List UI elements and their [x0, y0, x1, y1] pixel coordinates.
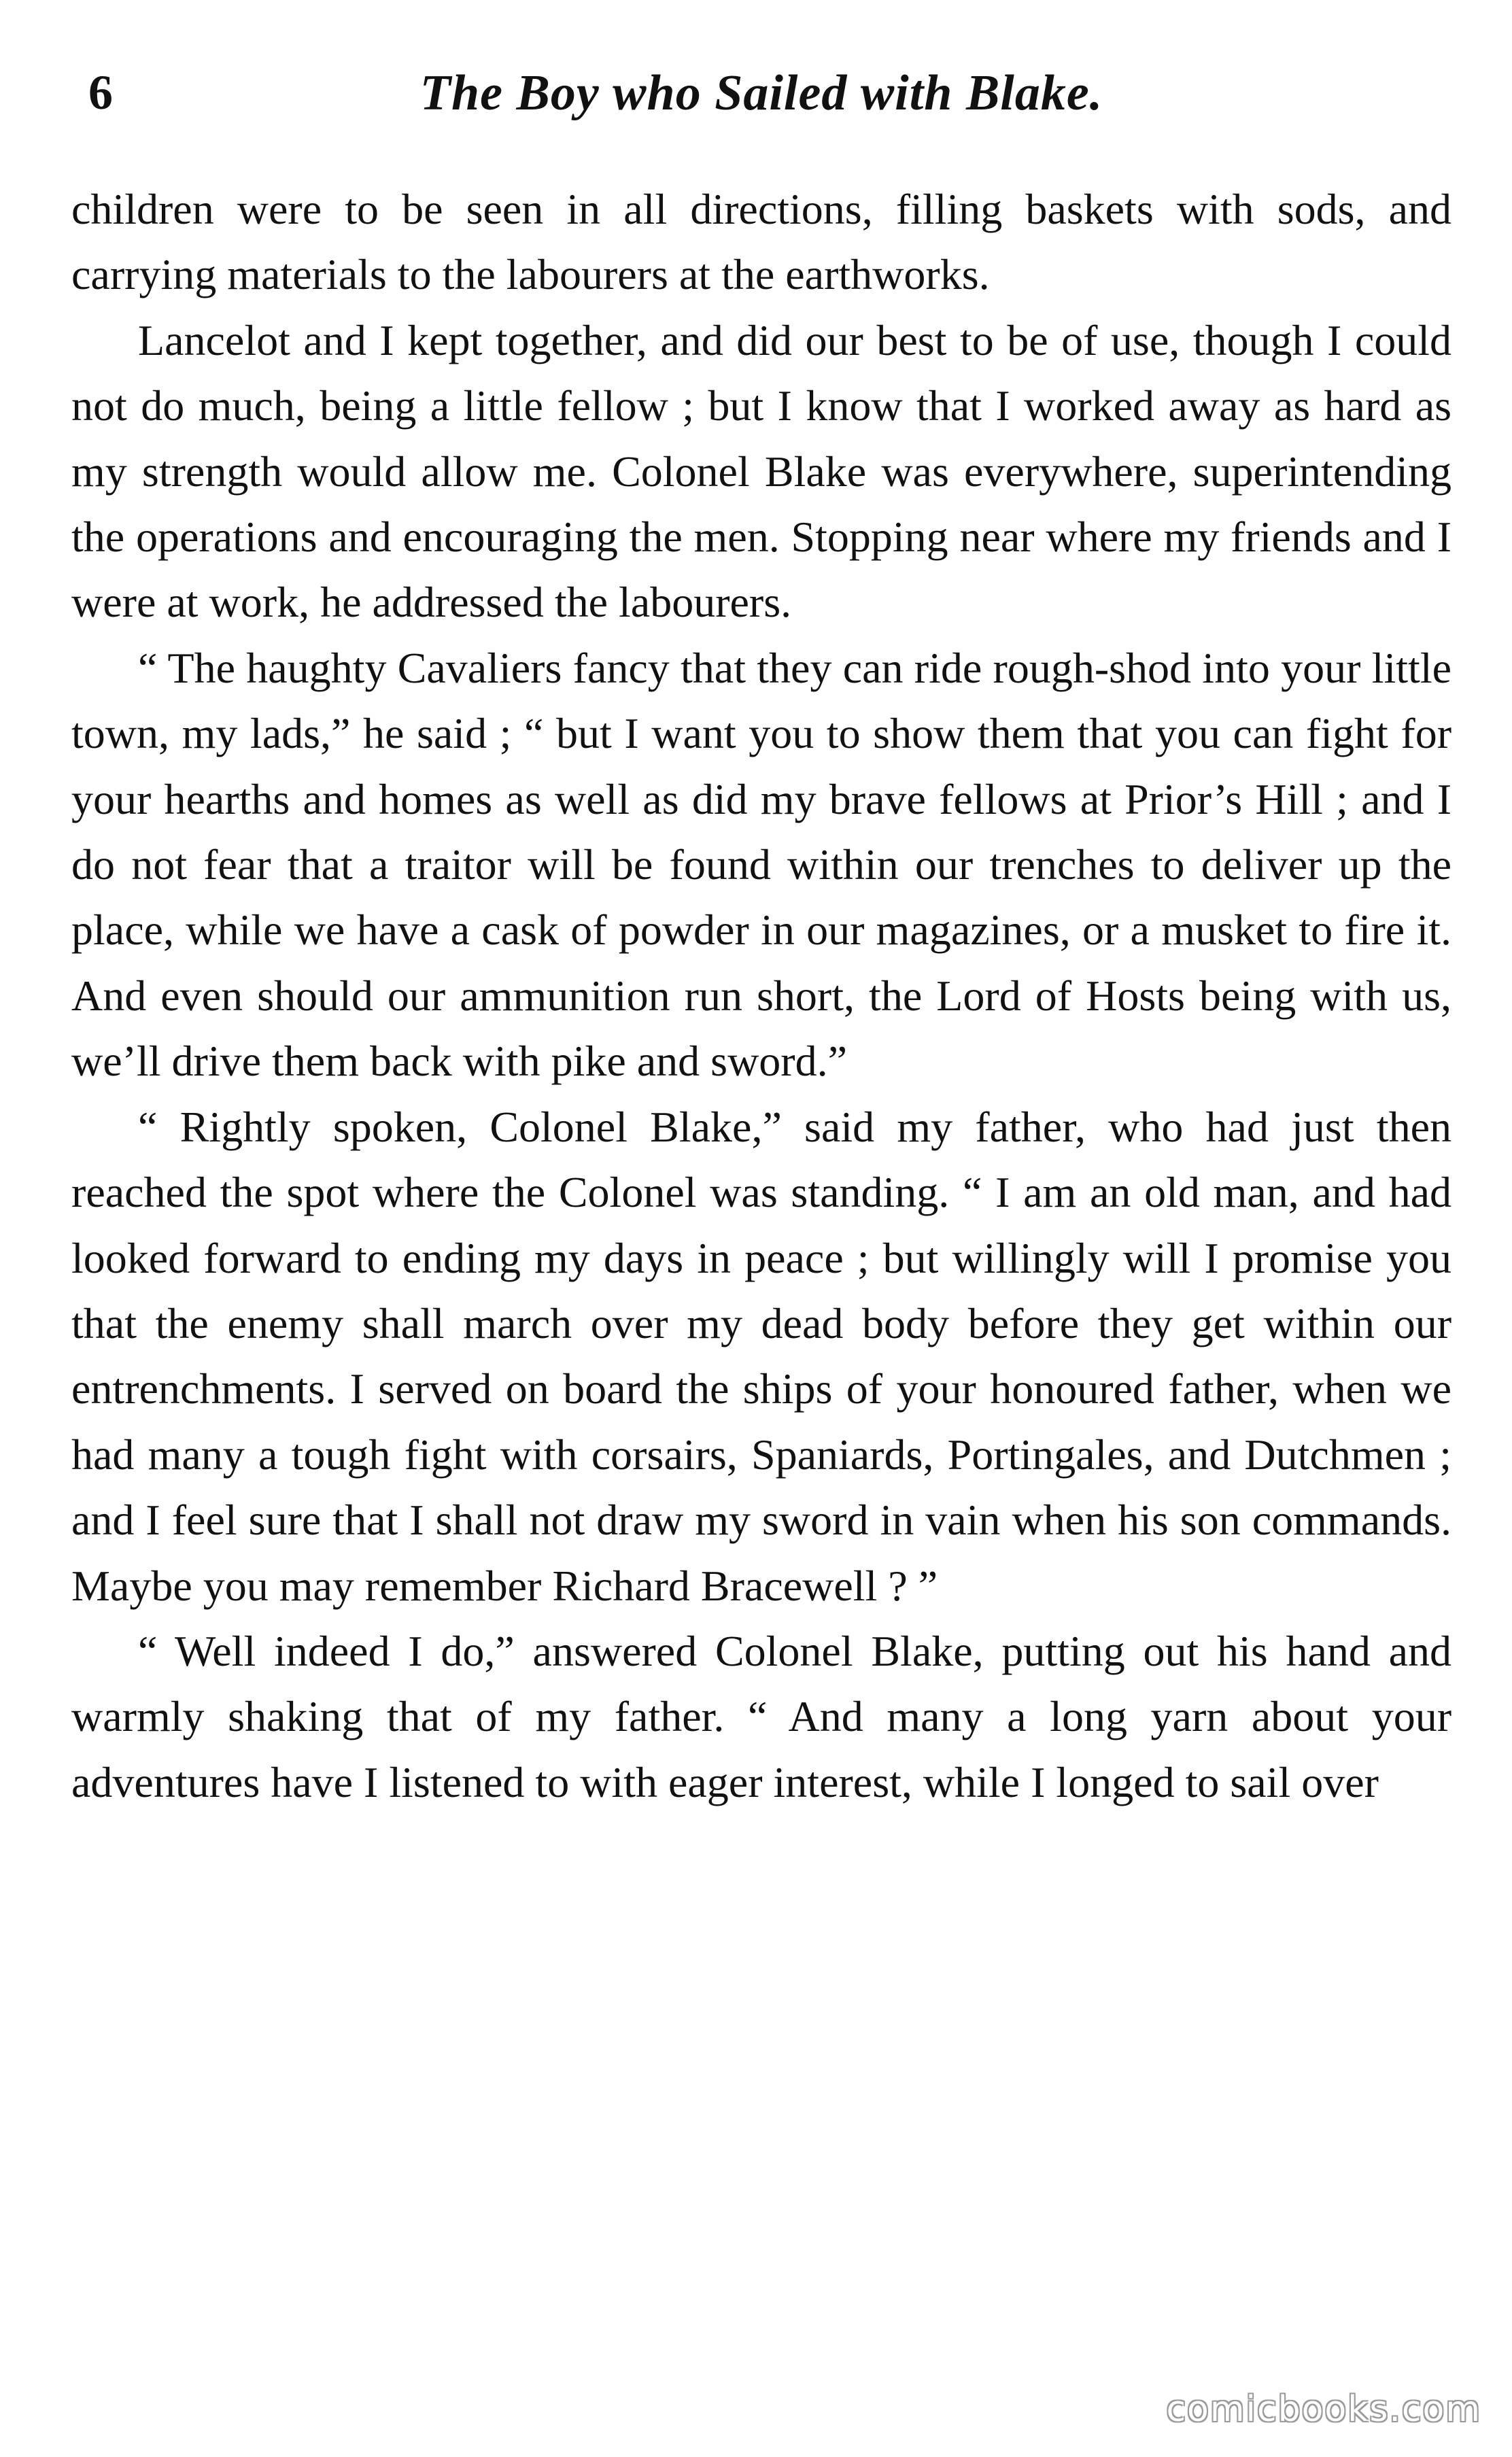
page-header: [71, 65, 1451, 146]
body-text: [71, 177, 1451, 1815]
paragraph: “ Well indeed I do,” answered Colonel Blake, putting out his hand and warmly shaking that of my father. “ And many a long yarn about your adventures have I listened to with eager interest, while I longed to sail over: [71, 1626, 1451, 1806]
paragraph-continued: children were to be seen in all directions, filling baskets with sods, and carrying materials to the labourers at the earthworks.: [71, 185, 1451, 299]
paragraph: “ Rightly spoken, Colonel Blake,” said my father, who had just then reached the spot where the Colonel was standing. “ I am an old man, and had looked forward to ending my days in peace ; but willingly will I promise you that the enemy shall march over my dead body before they get within our entrenchments. I served on board the ships of your honoured father, when we had many a tough fight with corsairs, Spaniards, Portingales, and Dutchmen ; and I feel sure that I shall not draw my sword in vain when his son commands. Maybe you may remember Richard Bracewell ? ”: [71, 1102, 1451, 1610]
running-title: The Boy who Sailed with Blake.: [419, 65, 1103, 121]
page-number: 6: [88, 65, 113, 120]
paragraph: “ The haughty Cavaliers fancy that they can ride rough-shod into your little town, my lads,” he said ; “ but I want you to show them that you can fight for your hearths and homes as well as did my brave fellows at Prior’s Hill ; and I do not fear that a traitor will be found within our trenches to deliver up the place, while we have a cask of powder in our magazines, or a musket to fire it. And even should our ammunition run short, the Lord of Hosts being with us, we’ll drive them back with pike and sword.”: [71, 643, 1451, 1086]
watermark: comicbooks.com: [1166, 2389, 1481, 2430]
paragraph: Lancelot and I kept together, and did our best to be of use, though I could not do much, being a little fellow ; but I know that I worked away as hard as my strength would allow me. Colonel Blake was everywhere, superintending the operations and encouraging the men. Stopping near where my friends and I were at work, he addressed the labourers.: [71, 315, 1451, 627]
